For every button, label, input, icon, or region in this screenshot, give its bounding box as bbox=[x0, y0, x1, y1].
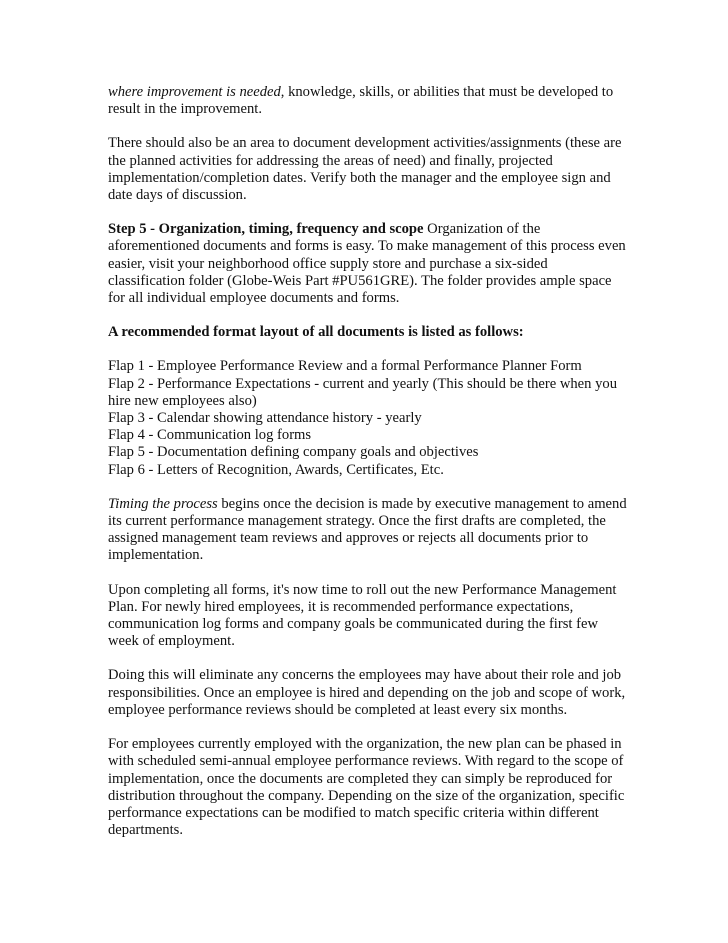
flap-item: Flap 6 - Letters of Recognition, Awards, Certificates, Etc. bbox=[108, 461, 444, 478]
step-5-heading: Step 5 - Organization, timing, frequency and scope bbox=[108, 221, 424, 238]
flap-list bbox=[108, 358, 628, 478]
paragraph-concerns: Doing this will eliminate any concerns the employees may have about their role and job responsibilities. Once an employee is hired and depending on the job and scope of work, employee performance reviews should be completed at least every six months. bbox=[108, 667, 626, 718]
paragraph-timing bbox=[108, 496, 628, 565]
format-layout-heading: A recommended format layout of all documents is listed as follows: bbox=[108, 324, 524, 341]
italic-phrase-timing: Timing the process bbox=[108, 495, 218, 512]
paragraph-current-employees: For employees currently employed with the organization, the new plan can be phased in with scheduled semi-annual employee performance reviews. With regard to the scope of implementation, once the documents are completed they can simply be reproduced for distribution throughout the company. Depending on the size of the organization, specific performance expectations can be modified to match specific criteria within different departments. bbox=[108, 736, 625, 839]
paragraph-improvement bbox=[108, 84, 628, 118]
paragraph-timing-text: begins once the decision is made by executive management to amend its current performance management strategy. Once the first drafts are completed, the assigned management team reviews and approves or rejects all documents prior to implementation. bbox=[108, 495, 627, 564]
step-5-text: Organization of the aforementioned documents and forms is easy. To make management of this process even easier, visit your neighborhood office supply store and purchase a six-sided classification folder (Globe-Weis Part #PU561GRE). The folder provides ample space for all individual employee documents and forms. bbox=[108, 221, 626, 307]
flap-item: Flap 3 - Calendar showing attendance history - yearly bbox=[108, 410, 422, 427]
paragraph-development-activities: There should also be an area to document development activities/assignments (these are the planned activities for addressing the areas of need) and finally, projected implementation/completion dates. Verify both the manager and the employee sign and date days of discussion. bbox=[108, 135, 622, 204]
italic-phrase-improvement: where improvement is needed bbox=[108, 84, 281, 100]
paragraph-rollout: Upon completing all forms, it's now time to roll out the new Performance Management Plan. For newly hired employees, it is recommended performance expectations, communication log forms and company goals be communicated during the first few week of employment. bbox=[108, 581, 617, 650]
paragraph-improvement-text: , knowledge, skills, or abilities that must be developed to result in the improvement. bbox=[108, 84, 614, 118]
paragraph-step-5 bbox=[108, 221, 628, 307]
flap-item: Flap 4 - Communication log forms bbox=[108, 427, 312, 444]
flap-item: Flap 1 - Employee Performance Review and a formal Performance Planner Form bbox=[108, 358, 582, 375]
flap-item: Flap 2 - Performance Expectations - current and yearly (This should be there when you hire new employees also) bbox=[108, 375, 617, 409]
document-page bbox=[108, 84, 628, 856]
flap-item: Flap 5 - Documentation defining company goals and objectives bbox=[108, 444, 479, 461]
